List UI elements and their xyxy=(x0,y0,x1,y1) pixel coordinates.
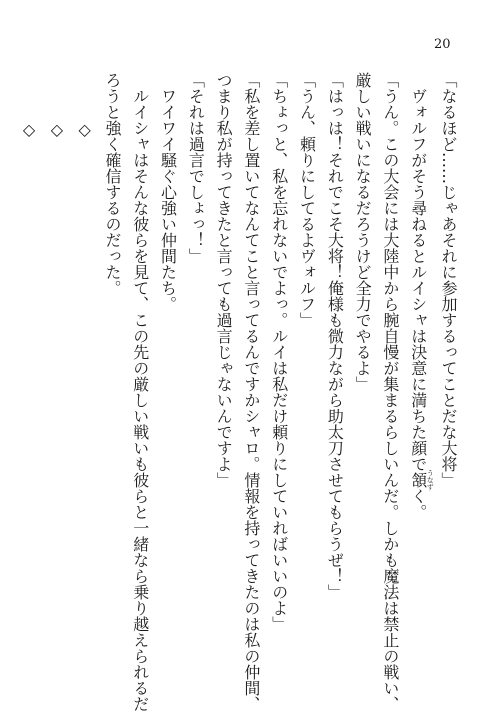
text-line-4: 厳しい戦いになるだろうけど全力でやるよ」 xyxy=(353,72,373,392)
text-line-8: 「私を差し置いてなんてこと言ってるんですかシャロ。情報を持ってきたのは私の仲間、 xyxy=(241,72,261,712)
diamond-ornament-3: ◇ xyxy=(19,120,39,139)
text-line-10: 「それは過言でしょっ！」 xyxy=(186,72,206,264)
page-number: 20 xyxy=(434,37,451,52)
scene-break xyxy=(15,72,98,642)
text-line-2 xyxy=(404,72,434,642)
diamond-ornament-1: ◇ xyxy=(75,120,95,139)
text-line-9: つまり私が持ってきたと言っても過言じゃないんですよ」 xyxy=(214,72,234,488)
text-line-13: ろうと強く確信するのだった。 xyxy=(102,72,122,296)
text-line-1: 「なるほど……じゃあそれに参加するってことだな大将」 xyxy=(439,72,458,488)
text-line-2-content: ヴォルフがそう尋ねるとルイシャは決意に満ちた顔で頷うなずく。 xyxy=(408,88,435,520)
text-line-3: 「うん。この大会には大陸中から腕自慢が集まるらしいんだ。しかも魔法は禁止の戦い、 xyxy=(380,72,400,712)
text-line-7: 「ちょっと、私を忘れないでよっ。ルイは私だけ頼りにしていればいいのよ」 xyxy=(269,72,289,632)
text-line-6: 「うん、頼りにしてるよヴォルフ」 xyxy=(297,72,317,328)
vertical-text-block xyxy=(0,72,462,712)
text-line-12: ルイシャはそんな彼らを見て、この先の厳しい戦いも彼らと一緒なら乗り越えられるだ xyxy=(130,88,150,712)
text-line-5: 「はっは！それでこそ大将！俺様も微力ながら助太刀させてもらうぜ！」 xyxy=(325,72,345,600)
ruby-text: 頷うなず xyxy=(408,469,435,491)
text-line-11: ワイワイ騒ぐ心強い仲間たち。 xyxy=(158,88,178,312)
diamond-ornament-2: ◇ xyxy=(47,120,67,139)
